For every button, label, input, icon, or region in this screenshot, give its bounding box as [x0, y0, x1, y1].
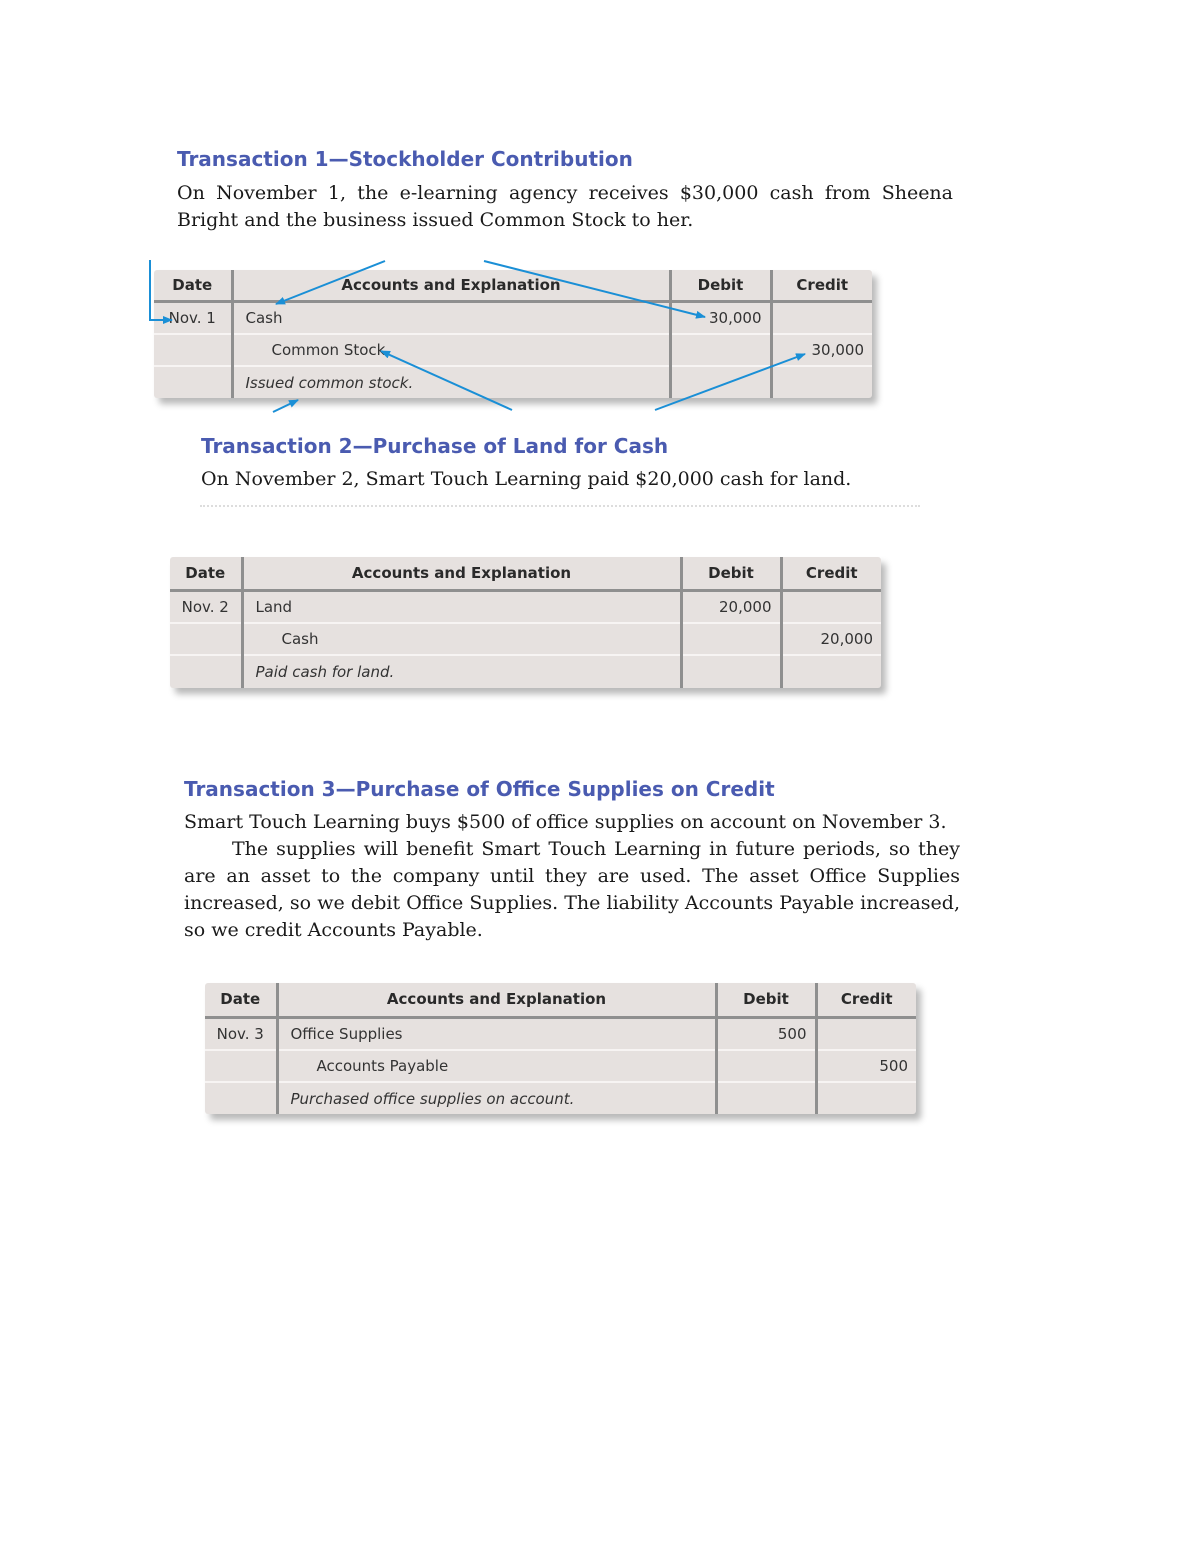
column-credit: Credit — [816, 983, 916, 1017]
row-credit: 30,000 — [771, 334, 872, 366]
column-date: Date — [205, 983, 277, 1017]
row-date — [205, 1050, 277, 1082]
table-row — [170, 623, 881, 655]
row-account: Office Supplies — [277, 1017, 716, 1050]
row-credit: 20,000 — [781, 623, 881, 655]
transaction-3-heading: Transaction 3—Purchase of Office Supplies on Credit — [184, 777, 775, 801]
arrow-explanation — [273, 400, 298, 412]
row-debit: 500 — [716, 1017, 816, 1050]
row-debit: 20,000 — [681, 590, 781, 623]
row-account: Land — [242, 590, 681, 623]
row-account: Cash — [232, 301, 670, 334]
row-debit — [716, 1050, 816, 1082]
row-credit — [771, 301, 872, 334]
column-accounts: Accounts and Explanation — [232, 270, 670, 301]
journal-table-2 — [170, 557, 881, 688]
row-account: Common Stock — [232, 334, 670, 366]
row-date — [154, 334, 232, 366]
row-date — [170, 623, 242, 655]
row-date — [154, 366, 232, 398]
row-explanation: Issued common stock. — [232, 366, 670, 398]
transaction-1-description — [177, 180, 953, 234]
row-date — [170, 655, 242, 688]
table-row — [170, 590, 881, 623]
row-debit — [681, 623, 781, 655]
row-credit — [781, 590, 881, 623]
transaction-1-heading: Transaction 1—Stockholder Contribution — [177, 147, 633, 171]
table-row — [154, 366, 872, 398]
table-row — [154, 334, 872, 366]
journal-table-3 — [205, 983, 916, 1114]
row-account: Cash — [242, 623, 681, 655]
column-debit: Debit — [716, 983, 816, 1017]
table-row — [205, 1082, 916, 1114]
journal-table-1 — [154, 270, 872, 398]
column-accounts: Accounts and Explanation — [242, 557, 681, 590]
row-debit: 30,000 — [670, 301, 771, 334]
column-debit: Debit — [681, 557, 781, 590]
row-explanation: Purchased office supplies on account. — [277, 1082, 716, 1114]
transaction-2-paragraph: On November 2, Smart Touch Learning paid $20,000 cash for land. — [201, 468, 852, 490]
column-debit: Debit — [670, 270, 771, 301]
row-debit — [681, 655, 781, 688]
row-credit: 500 — [816, 1050, 916, 1082]
row-credit — [816, 1082, 916, 1114]
row-date: Nov. 3 — [216, 1024, 264, 1043]
transaction-3-description — [184, 809, 960, 944]
row-account: Accounts Payable — [277, 1050, 716, 1082]
column-date: Date — [170, 557, 242, 590]
row-date: Nov. 2 — [181, 597, 229, 616]
row-debit — [670, 334, 771, 366]
transaction-1-paragraph: On November 1, the e-learning agency receives $30,000 cash from Sheena Bright and the business issued Common Stock to her. — [177, 182, 953, 231]
column-credit: Credit — [771, 270, 872, 301]
column-date: Date — [154, 270, 232, 301]
transaction-2-description — [201, 466, 961, 493]
row-date — [205, 1082, 277, 1114]
table-row — [154, 301, 872, 334]
row-date: Nov. 1 — [168, 308, 216, 327]
column-credit: Credit — [781, 557, 881, 590]
row-credit — [816, 1017, 916, 1050]
row-debit — [716, 1082, 816, 1114]
transaction-2-heading: Transaction 2—Purchase of Land for Cash — [201, 434, 669, 458]
row-credit — [771, 366, 872, 398]
transaction-3-paragraph-1: Smart Touch Learning buys $500 of office supplies on account on November 3. — [184, 811, 947, 833]
table-row — [170, 655, 881, 688]
row-debit — [670, 366, 771, 398]
table-row — [205, 1017, 916, 1050]
table-row — [205, 1050, 916, 1082]
row-explanation: Paid cash for land. — [242, 655, 681, 688]
column-accounts: Accounts and Explanation — [277, 983, 716, 1017]
row-credit — [781, 655, 881, 688]
faded-text-remnant — [200, 505, 920, 513]
transaction-3-paragraph-2: The supplies will benefit Smart Touch Learning in future periods, so they are an asset to the company until they are used. The asset Office Supplies increased, so we debit Office Supplies. The liability Accounts Payable increased, so we credit Accounts Payable. — [184, 838, 960, 941]
